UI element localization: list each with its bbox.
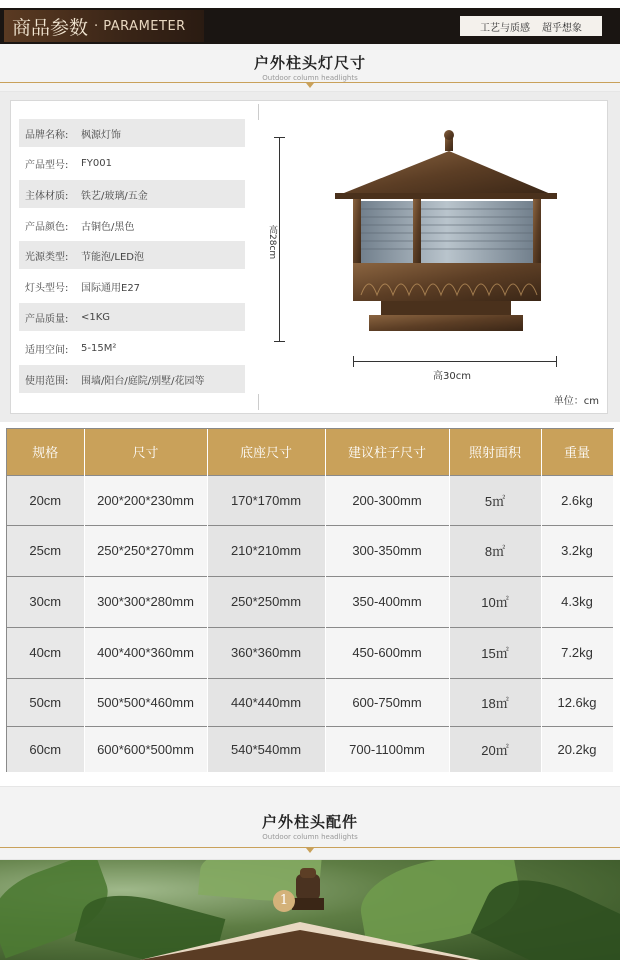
table-cell: 10㎡ <box>449 576 541 627</box>
section2-title-text: 户外柱头配件 <box>261 813 358 831</box>
header-size: 尺寸 <box>84 429 207 475</box>
accessory-photo <box>0 860 620 960</box>
section2-title <box>0 811 620 841</box>
badge-number: 1 <box>273 890 295 912</box>
table-cell: 250*250mm <box>207 576 325 627</box>
spec-value: 5-15M² <box>81 342 117 354</box>
height-dimension-line <box>279 137 280 342</box>
spec-card <box>10 100 608 414</box>
table-row <box>7 678 613 726</box>
table-cell: 700-1100mm <box>325 726 449 772</box>
spec-key: 产品质量: <box>25 313 69 325</box>
table-cell: 12.6kg <box>541 678 613 726</box>
table-header-row <box>7 429 613 475</box>
table-cell: 40cm <box>7 627 84 678</box>
table-cell: 30cm <box>7 576 84 627</box>
table-cell: 50cm <box>7 678 84 726</box>
spec-value: 国际通用E27 <box>81 282 141 294</box>
accessory-finial-image <box>0 860 620 960</box>
table-row <box>7 627 613 678</box>
lamp-illustration-area <box>261 125 601 385</box>
divider-tick <box>258 394 259 410</box>
table-cell: 20.2kg <box>541 726 613 772</box>
unit-label: 单位：cm <box>553 396 599 407</box>
header-spec: 规格 <box>7 429 84 475</box>
table-cell: 540*540mm <box>207 726 325 772</box>
width-dimension-label: 高30cm <box>433 371 471 382</box>
divider-tick <box>258 104 259 120</box>
spec-value: 枫源灯饰 <box>81 129 121 141</box>
section-subtitle-text: Outdoor column headlights <box>262 74 358 82</box>
table-cell: 600-750mm <box>325 678 449 726</box>
size-table-grid <box>7 429 614 772</box>
table-cell: 7.2kg <box>541 627 613 678</box>
spec-row <box>19 272 245 300</box>
spec-key: 产品型号: <box>25 159 69 171</box>
table-cell: 200-300mm <box>325 475 449 525</box>
section2-title-band <box>0 786 620 860</box>
section-title <box>0 52 620 82</box>
spec-row <box>19 180 245 208</box>
spec-key: 灯头型号: <box>25 282 69 294</box>
header-weight: 重量 <box>541 429 613 475</box>
spec-key: 适用空间: <box>25 344 69 356</box>
table-cell: 170*170mm <box>207 475 325 525</box>
lamp-illustration <box>321 125 561 345</box>
table-cell: 18㎡ <box>449 678 541 726</box>
spec-key: 光源类型: <box>25 251 69 263</box>
spec-row <box>19 303 245 331</box>
spec-key: 产品颜色: <box>25 221 69 233</box>
table-cell: 500*500*460mm <box>84 678 207 726</box>
spec-value: 围墙/阳台/庭院/别墅/花园等 <box>81 375 205 387</box>
table-cell: 8㎡ <box>449 525 541 576</box>
parameter-title-en: · PARAMETER <box>94 18 186 34</box>
table-cell: 300-350mm <box>325 525 449 576</box>
table-row <box>7 576 613 627</box>
table-cell: 25cm <box>7 525 84 576</box>
spec-row <box>19 241 245 269</box>
spec-value: FY001 <box>81 157 112 169</box>
table-cell: 350-400mm <box>325 576 449 627</box>
table-cell: 3.2kg <box>541 525 613 576</box>
table-cell: 15㎡ <box>449 627 541 678</box>
section-divider <box>0 82 620 90</box>
spec-value: 铁艺/玻璃/五金 <box>81 190 148 202</box>
table-cell: 60cm <box>7 726 84 772</box>
table-cell: 400*400*360mm <box>84 627 207 678</box>
spec-row <box>19 334 245 362</box>
height-dimension-label: 高28cm <box>267 225 277 260</box>
header-area: 照射面积 <box>449 429 541 475</box>
section2-subtitle-text: Outdoor column headlights <box>262 833 358 841</box>
table-cell: 600*600*500mm <box>84 726 207 772</box>
slogan-2: 超乎想象 <box>542 22 582 34</box>
table-cell: 20㎡ <box>449 726 541 772</box>
spec-value: 古铜色/黑色 <box>81 221 135 233</box>
table-row <box>7 475 613 525</box>
spec-key: 主体材质: <box>25 190 69 202</box>
table-cell: 210*210mm <box>207 525 325 576</box>
spec-row <box>19 119 245 147</box>
spec-key: 使用范围: <box>25 375 69 387</box>
parameter-header-bar <box>0 8 620 44</box>
section-title-band <box>0 44 620 92</box>
table-row <box>7 525 613 576</box>
table-row <box>7 726 613 772</box>
section-title-text: 户外柱头灯尺寸 <box>253 54 366 72</box>
header-base-size: 底座尺寸 <box>207 429 325 475</box>
table-cell: 360*360mm <box>207 627 325 678</box>
parameter-title-cn: 商品参数 <box>12 16 89 39</box>
table-cell: 200*200*230mm <box>84 475 207 525</box>
spec-key: 品牌名称: <box>25 129 69 141</box>
table-cell: 5㎡ <box>449 475 541 525</box>
table-cell: 450-600mm <box>325 627 449 678</box>
spec-panel <box>0 92 620 422</box>
size-table <box>6 428 614 772</box>
slogan-box <box>460 16 602 36</box>
table-cell: 300*300*280mm <box>84 576 207 627</box>
table-cell: 250*250*270mm <box>84 525 207 576</box>
spec-row <box>19 365 245 393</box>
spec-value: <1KG <box>81 311 111 323</box>
spec-row <box>19 211 245 239</box>
spec-value: 节能泡/LED泡 <box>81 251 144 263</box>
header-pillar-size: 建议柱子尺寸 <box>325 429 449 475</box>
width-dimension-line <box>353 361 557 362</box>
parameter-title-block <box>4 10 204 42</box>
table-cell: 20cm <box>7 475 84 525</box>
table-cell: 440*440mm <box>207 678 325 726</box>
section2-divider <box>0 847 620 855</box>
spec-row <box>19 149 245 177</box>
table-cell: 2.6kg <box>541 475 613 525</box>
table-cell: 4.3kg <box>541 576 613 627</box>
slogan-1: 工艺与质感 <box>480 22 530 34</box>
